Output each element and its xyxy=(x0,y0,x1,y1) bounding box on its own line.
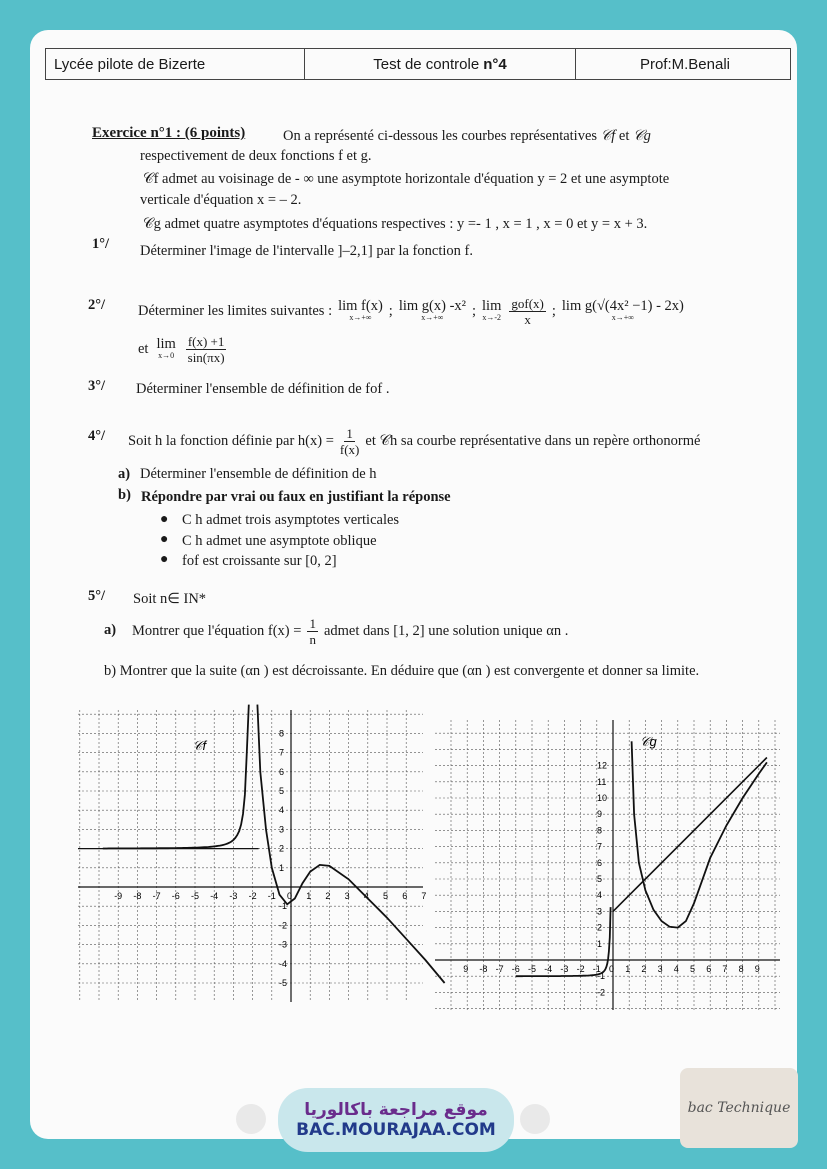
tick-label: 6 xyxy=(402,891,408,901)
school-name: Lycée pilote de Bizerte xyxy=(46,49,305,79)
tick-label: -6 xyxy=(511,964,520,974)
tick-label: 1 xyxy=(597,938,603,949)
q5a-text-1: Montrer que l'équation f(x) = xyxy=(132,623,302,639)
q4b-label: b) xyxy=(118,487,131,503)
tick-label: 9 xyxy=(463,964,469,974)
tick-label: 8 xyxy=(597,825,603,836)
tick-label: 0 xyxy=(287,891,293,901)
tick-label: 7 xyxy=(279,747,285,758)
test-label: Test de controle xyxy=(373,55,480,73)
tick-label: -2 xyxy=(279,920,288,931)
cf-description-2: verticale d'équation x = – 2. xyxy=(140,192,302,208)
test-number: n°4 xyxy=(483,55,507,73)
left-logo-icon xyxy=(236,1104,266,1134)
intro-line-1 xyxy=(283,128,651,145)
tick-label: -8 xyxy=(479,964,488,974)
q2-limit-2-expr: lim g(x) -x² xyxy=(398,297,466,314)
bullet-3: ● xyxy=(160,552,169,567)
tick-label: 1 xyxy=(625,964,631,974)
q4b-item-1: C h admet trois asymptotes verticales xyxy=(182,512,400,528)
tick-label: 5 xyxy=(279,786,285,796)
tick-label: 8 xyxy=(738,964,744,974)
q5a-text-2: admet dans [1, 2] une solution unique αn . xyxy=(323,623,569,639)
tick-label: -1 xyxy=(597,971,606,982)
tick-label: 4 xyxy=(597,890,603,901)
q2-limit-5 xyxy=(156,335,176,362)
intro-cg: 𝒞g xyxy=(633,128,651,144)
site-badge[interactable] xyxy=(278,1088,514,1152)
q5a-frac-den: n xyxy=(309,632,316,647)
tick-label: 4 xyxy=(673,964,679,974)
q4-text-1: Soit h la fonction définie par h(x) = xyxy=(128,433,334,449)
site-arabic: موقع مراجعة باكالوريا xyxy=(304,1100,488,1120)
tick-label: -8 xyxy=(133,891,142,901)
q5b-text: b) Montrer que la suite (αn ) est décroissante. En déduire que (αn ) est convergente et donner sa limite. xyxy=(104,663,700,679)
q4b-item-3: fof est croissante sur [0, 2] xyxy=(182,553,337,569)
q2-limit-2-sub: x→+∞ xyxy=(421,312,444,322)
q5-number: 5°/ xyxy=(88,588,106,604)
tick-label: -3 xyxy=(279,939,288,950)
q4a-label: a) xyxy=(118,466,131,482)
bullet-1: ● xyxy=(160,512,169,527)
tick-label: 7 xyxy=(597,841,603,852)
q5a-fraction xyxy=(307,616,318,647)
q4b-item-2: C h admet une asymptote oblique xyxy=(182,533,377,549)
q4-frac-den: f(x) xyxy=(339,442,360,457)
intro-line-2: respectivement de deux fonctions f et g. xyxy=(140,148,372,164)
tick-label: -2 xyxy=(576,964,585,974)
graph-f xyxy=(78,710,427,1002)
tick-label: 4 xyxy=(279,805,285,816)
intro-text: On a représenté ci-dessous les courbes représentatives xyxy=(283,128,598,144)
intro-and: et xyxy=(618,128,630,144)
q4-text-2: et 𝒞h sa courbe représentative dans un repère orthonormé xyxy=(365,433,701,449)
q4b-text: Répondre par vrai ou faux en justifiant la réponse xyxy=(141,489,451,505)
tick-label: 7 xyxy=(421,891,427,901)
tick-label: 9 xyxy=(597,809,603,820)
tick-label: -4 xyxy=(544,964,553,974)
tick-label: 4 xyxy=(363,891,369,901)
tick-label: -2 xyxy=(597,987,606,998)
q2-limit-3-num: gof(x) xyxy=(511,296,544,311)
exercise-title: Exercice n°1 : (6 points) xyxy=(92,125,246,141)
tick-label: 8 xyxy=(279,728,285,739)
brand-logo: bac Technique xyxy=(680,1068,798,1148)
tick-label: 6 xyxy=(279,766,285,777)
bullet-2: ● xyxy=(160,532,169,547)
site-url: BAC.MOURAJAA.COM xyxy=(296,1120,496,1140)
q2-limit-5-expr: lim xyxy=(156,335,176,352)
right-logo-icon xyxy=(520,1104,550,1134)
q2-limit-4-expr: lim g(√(4x² −1) - 2x) xyxy=(561,297,684,314)
q4-fraction xyxy=(340,426,360,457)
graph-f-label: 𝒞f xyxy=(193,738,207,753)
q2-limit-1-expr: lim f(x) xyxy=(338,297,383,314)
q4-line xyxy=(128,426,700,457)
tick-label: 3 xyxy=(344,891,350,901)
q5a-line xyxy=(132,616,568,647)
tick-label: 2 xyxy=(279,843,285,854)
tick-label: -1 xyxy=(279,901,288,912)
q4-frac-num: 1 xyxy=(346,426,353,441)
q2-line-2 xyxy=(138,334,228,365)
tick-label: -4 xyxy=(279,958,288,969)
q2-text: Déterminer les limites suivantes : xyxy=(138,303,333,319)
tick-label: 12 xyxy=(597,760,608,771)
tick-label: 1 xyxy=(279,862,285,873)
tick-label: -1 xyxy=(267,891,276,901)
tick-label: 7 xyxy=(722,964,728,974)
graph-f-grid xyxy=(78,710,423,1002)
tick-label: -5 xyxy=(279,978,288,988)
q2-limit-3-sub: x→-2 xyxy=(482,312,502,322)
tick-label: 5 xyxy=(690,964,696,974)
q2-limit-4-sub: x→+∞ xyxy=(611,312,634,322)
tick-label: -1 xyxy=(592,964,601,974)
tick-label: -5 xyxy=(191,891,200,901)
tick-label: -5 xyxy=(528,964,537,974)
q2-limit-3-fraction xyxy=(509,296,546,327)
q5a-frac-num: 1 xyxy=(309,616,316,631)
cf-description-1: 𝒞f admet au voisinage de - ∞ une asymptote horizontale d'équation y = 2 et une asymptote xyxy=(143,171,670,187)
q2-line-1: Déterminer les limites suivantes : lim f(x) x→+∞ ; lim g(x) -x² x→+∞ ; lim x→-2 $\frac{\text{gof(x)}}{x}$ ; lim g(√(4x² −1) - 2x) x→+∞ xyxy=(138,296,684,327)
q5a-label: a) xyxy=(104,622,117,638)
q4-number: 4°/ xyxy=(88,428,106,444)
q3-text: Déterminer l'ensemble de définition de fof . xyxy=(136,381,390,397)
tick-label: 1 xyxy=(306,891,312,901)
tick-label: -2 xyxy=(248,891,257,901)
graph-g xyxy=(435,720,780,1010)
q2-et: et xyxy=(138,341,149,357)
tick-label: -3 xyxy=(560,964,569,974)
tick-label: -4 xyxy=(210,891,219,901)
q1-number: 1°/ xyxy=(92,236,110,252)
cg-description: 𝒞g admet quatre asymptotes d'équations respectives : y =- 1 , x = 1 , x = 0 et y = x + 3. xyxy=(143,216,648,232)
q1-text: Déterminer l'image de l'intervalle ]–2,1] par la fonction f. xyxy=(140,243,473,259)
prof-name: Prof:M.Benali xyxy=(639,55,730,73)
q4a-text: Déterminer l'ensemble de définition de h xyxy=(140,466,377,482)
q2-limit-3 xyxy=(482,297,502,324)
test-title xyxy=(305,49,576,79)
q2-limit-1 xyxy=(338,297,383,324)
q2-limit-4 xyxy=(561,297,684,324)
q2-number: 2°/ xyxy=(88,297,106,313)
tick-label: -7 xyxy=(495,964,504,974)
q2-limit-3-den: x xyxy=(524,312,531,327)
tick-label: 3 xyxy=(597,906,603,917)
tick-label: 6 xyxy=(597,857,603,868)
tick-label: 9 xyxy=(754,964,760,974)
q2-limit-3-expr: lim xyxy=(482,297,502,314)
tick-label: 5 xyxy=(383,891,389,901)
curve-g xyxy=(516,741,767,976)
tick-label: -9 xyxy=(114,891,123,901)
q2-limit-5-den: sin(πx) xyxy=(187,350,225,365)
intro-cf: 𝒞f xyxy=(600,128,616,144)
tick-label: -7 xyxy=(152,891,161,901)
tick-label: 0 xyxy=(609,964,615,974)
tick-label: 11 xyxy=(597,776,607,787)
q2-limit-2 xyxy=(398,297,466,324)
q2-limit-5-num: f(x) +1 xyxy=(187,334,225,349)
q3-number: 3°/ xyxy=(88,378,106,394)
q2-limit-5-fraction xyxy=(186,334,227,365)
tick-label: 2 xyxy=(325,891,331,901)
tick-label: 3 xyxy=(279,824,285,835)
tick-label: 2 xyxy=(641,964,647,974)
q2-limit-5-sub: x→0 xyxy=(158,350,175,360)
tick-label: -6 xyxy=(171,891,180,901)
q2-limit-1-sub: x→+∞ xyxy=(349,312,372,322)
graph-g-label: 𝒞g xyxy=(640,734,657,749)
tick-label: 10 xyxy=(597,793,608,803)
tick-label: 3 xyxy=(657,964,663,974)
tick-label: 5 xyxy=(597,874,603,884)
q5-text: Soit n∈ IN* xyxy=(133,591,207,607)
tick-label: 6 xyxy=(706,964,712,974)
tick-label: 2 xyxy=(597,922,603,933)
tick-label: -3 xyxy=(229,891,238,901)
exam-header xyxy=(45,48,791,80)
